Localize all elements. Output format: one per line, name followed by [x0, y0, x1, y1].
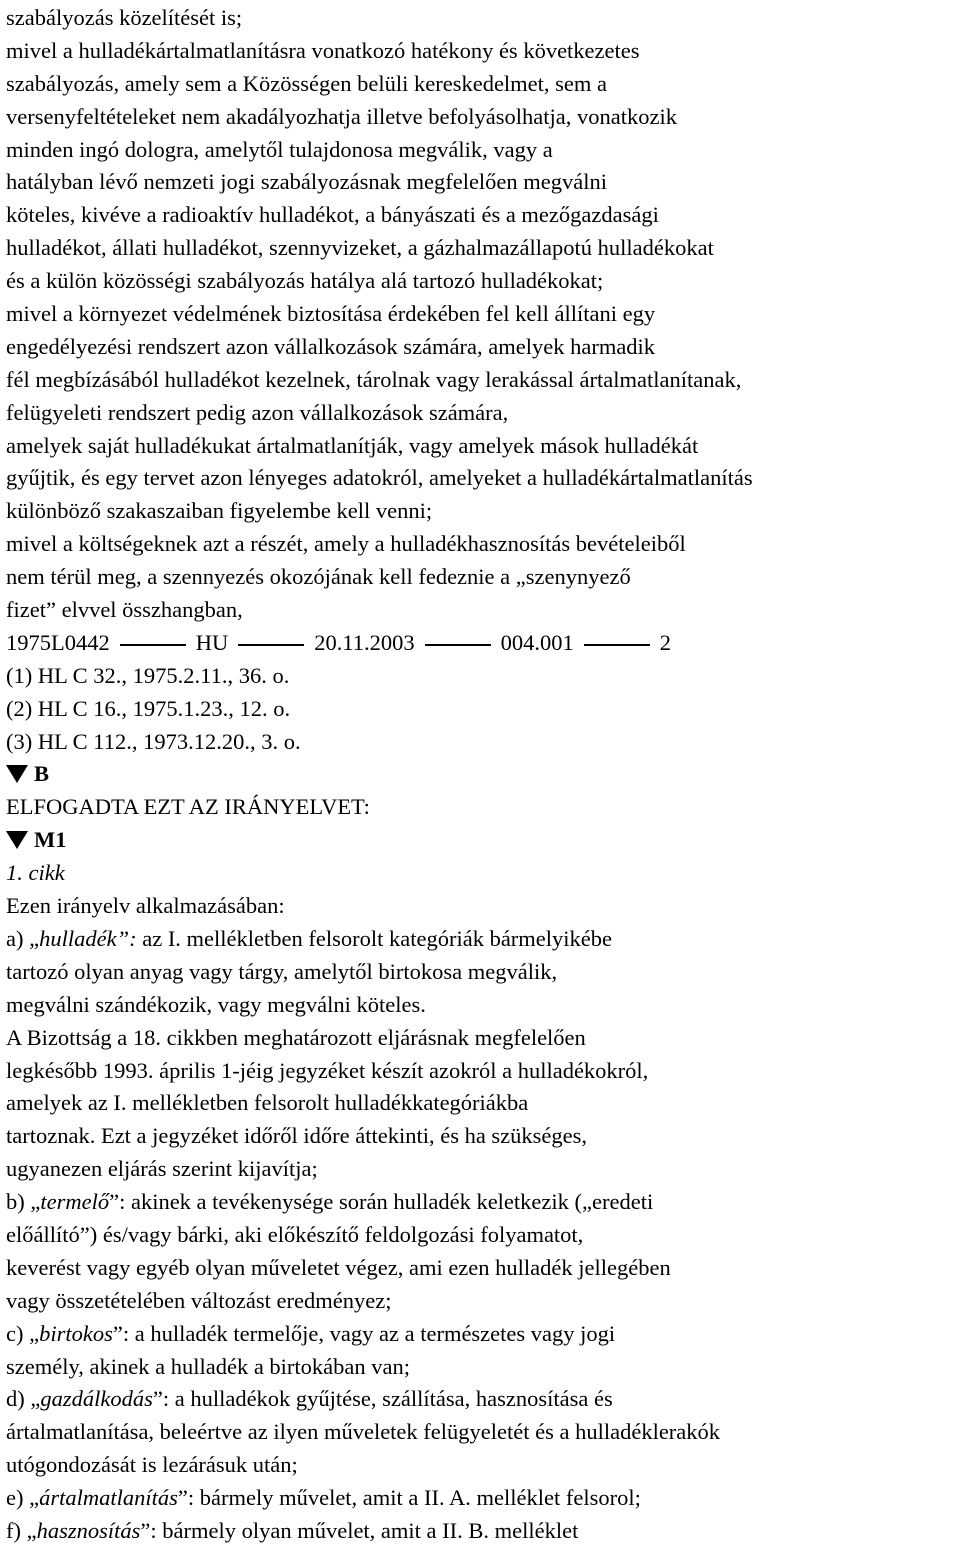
celex-code: 1975L0442 [6, 629, 110, 655]
text-line: köteles, kivéve a radioaktív hulladékot, a bányászati és a mezőgazdasági [6, 202, 659, 228]
defined-term: hasznosítás [36, 1517, 141, 1543]
text-line: előállító”) és/vagy bárki, aki előkészítő feldolgozási folyamatot, [6, 1221, 584, 1247]
adoption-heading: ELFOGADTA EZT AZ IRÁNYELVET: [6, 794, 370, 820]
definition-c [6, 1318, 956, 1351]
triangle-down-icon [6, 831, 28, 849]
document-page [6, 2, 956, 1548]
text-line: fél megbízásából hulladékot kezelnek, tárolnak vagy lerakással ártalmatlanítanak, [6, 366, 742, 392]
separator-dash [238, 644, 304, 646]
definition-prefix: e) „ [6, 1485, 40, 1511]
text-line: ártalmatlanítása, beleértve az ilyen műveletek felügyeletét és a hulladéklerakók [6, 1419, 721, 1445]
definition-prefix: b) „ [6, 1189, 41, 1215]
text-line: versenyfeltételeket nem akadályozhatja illetve befolyásolhatja, vonatkozik [6, 103, 677, 129]
amendment-marker-m1 [6, 824, 956, 857]
definition-prefix: a) „ [6, 925, 40, 951]
text-line: engedélyezési rendszert azon vállalkozások számára, amelyek harmadik [6, 333, 656, 359]
footnote: (2) HL C 16., 1975.1.23., 12. o. [6, 695, 291, 721]
text-line: hatályban lévő nemzeti jogi szabályozásnak megfelelően megválni [6, 169, 608, 195]
page-number: 2 [659, 629, 672, 655]
footnotes [6, 660, 956, 759]
defined-term: birtokos [39, 1320, 113, 1346]
definition-e [6, 1482, 956, 1515]
separator-dash [120, 644, 186, 646]
marker-label: M1 [34, 827, 67, 853]
text-line: mivel a környezet védelmének biztosítása érdekében fel kell állítani egy [6, 301, 656, 327]
separator-dash [425, 644, 491, 646]
article-title: 1. cikk [6, 860, 65, 886]
text-line: különböző szakaszaiban figyelembe kell venni; [6, 498, 433, 524]
definition-text: ”: a hulladékok gyűjtése, szállítása, hasznosítása és [152, 1386, 613, 1412]
footnote: (1) HL C 32., 1975.2.11., 36. o. [6, 662, 290, 688]
definition-text: az I. mellékletben felsorolt kategóriák bármelyikébe [136, 925, 613, 951]
text-line: szabályozás, amely sem a Közösségen belüli kereskedelmet, sem a [6, 70, 608, 96]
document-reference-line [6, 627, 956, 660]
text-line: vagy összetételében változást eredményez; [6, 1287, 392, 1313]
text-line: gyűjtik, és egy tervet azon lényeges adatokról, amelyeket a hulladékártalmatlanítás [6, 465, 753, 491]
defined-term: termelő [40, 1189, 110, 1215]
text-line: személy, akinek a hulladék a birtokában van; [6, 1353, 411, 1379]
text-line: ugyanezen eljárás szerint kijavítja; [6, 1156, 318, 1182]
term-close: ”: [116, 925, 137, 951]
text-line: és a külön közösségi szabályozás hatálya alá tartozó hulladékokat; [6, 268, 604, 294]
consolidation-date: 20.11.2003 [314, 629, 415, 655]
text-line: keverést vagy egyéb olyan műveletet végez, ami ezen hulladék jellegében [6, 1254, 671, 1280]
definition-f [6, 1515, 956, 1548]
definition-prefix: d) „ [6, 1386, 41, 1412]
text-line: tartozó olyan anyag vagy tárgy, amelytől birtokosa megválik, [6, 958, 558, 984]
article-intro: Ezen irányelv alkalmazásában: [6, 893, 285, 919]
text-line: legkésőbb 1993. április 1-jéig jegyzéket készít azokról a hulladékokról, [6, 1057, 649, 1083]
defined-term: hulladék [39, 925, 117, 951]
definition-text: ”: akinek a tevékenysége során hulladék keletkezik („eredeti [109, 1189, 654, 1215]
text-line: tartoznak. Ezt a jegyzéket időről időre áttekinti, és ha szükséges, [6, 1123, 588, 1149]
separator-dash [584, 644, 650, 646]
text-line: szabályozás közelítését is; [6, 5, 243, 30]
text-line: mivel a költségeknek azt a részét, amely a hulladékhasznosítás bevételeiből [6, 531, 686, 557]
text-line: nem térül meg, a szennyezés okozójának kell fedeznie a „szenynyező [6, 564, 631, 590]
text-line: amelyek saját hulladékukat ártalmatlanítják, vagy amelyek mások hulladékát [6, 432, 699, 458]
preamble-text [6, 2, 956, 627]
definition-b [6, 1186, 956, 1219]
text-line: utógondozását is lezárásuk után; [6, 1452, 298, 1478]
definition-text: ”: bármely művelet, amit a II. A. melléklet felsorol; [177, 1485, 641, 1511]
text-line: mivel a hulladékártalmatlanításra vonatkozó hatékony és következetes [6, 37, 640, 63]
definition-text: ”: a hulladék termelője, vagy az a természetes vagy jogi [112, 1320, 616, 1346]
text-line: hulladékot, állati hulladékot, szennyvizeket, a gázhalmazállapotú hulladékokat [6, 235, 714, 261]
text-line: amelyek az I. mellékletben felsorolt hulladékkategóriákba [6, 1090, 529, 1116]
defined-term: gazdálkodás [40, 1386, 153, 1412]
triangle-down-icon [6, 765, 28, 783]
text-line: A Bizottság a 18. cikkben meghatározott eljárásnak megfelelően [6, 1024, 586, 1050]
marker-label: B [34, 761, 50, 787]
definition-prefix: f) „ [6, 1517, 37, 1543]
text-line: fizet” elvvel összhangban, [6, 597, 243, 623]
text-line: felügyeleti rendszert pedig azon vállalkozások számára, [6, 399, 509, 425]
version-number: 004.001 [500, 629, 574, 655]
amendment-marker-b [6, 758, 956, 791]
text-line: minden ingó dologra, amelytől tulajdonosa megválik, vagy a [6, 136, 553, 162]
text-line: megválni szándékozik, vagy megválni köteles. [6, 991, 426, 1017]
definition-prefix: c) „ [6, 1320, 40, 1346]
defined-term: ártalmatlanítás [39, 1485, 178, 1511]
definition-a [6, 923, 956, 956]
definition-d [6, 1383, 956, 1416]
footnote: (3) HL C 112., 1973.12.20., 3. o. [6, 728, 301, 754]
language-code: HU [195, 629, 229, 655]
definition-text: ”: bármely olyan művelet, amit a II. B. melléklet [140, 1517, 579, 1543]
